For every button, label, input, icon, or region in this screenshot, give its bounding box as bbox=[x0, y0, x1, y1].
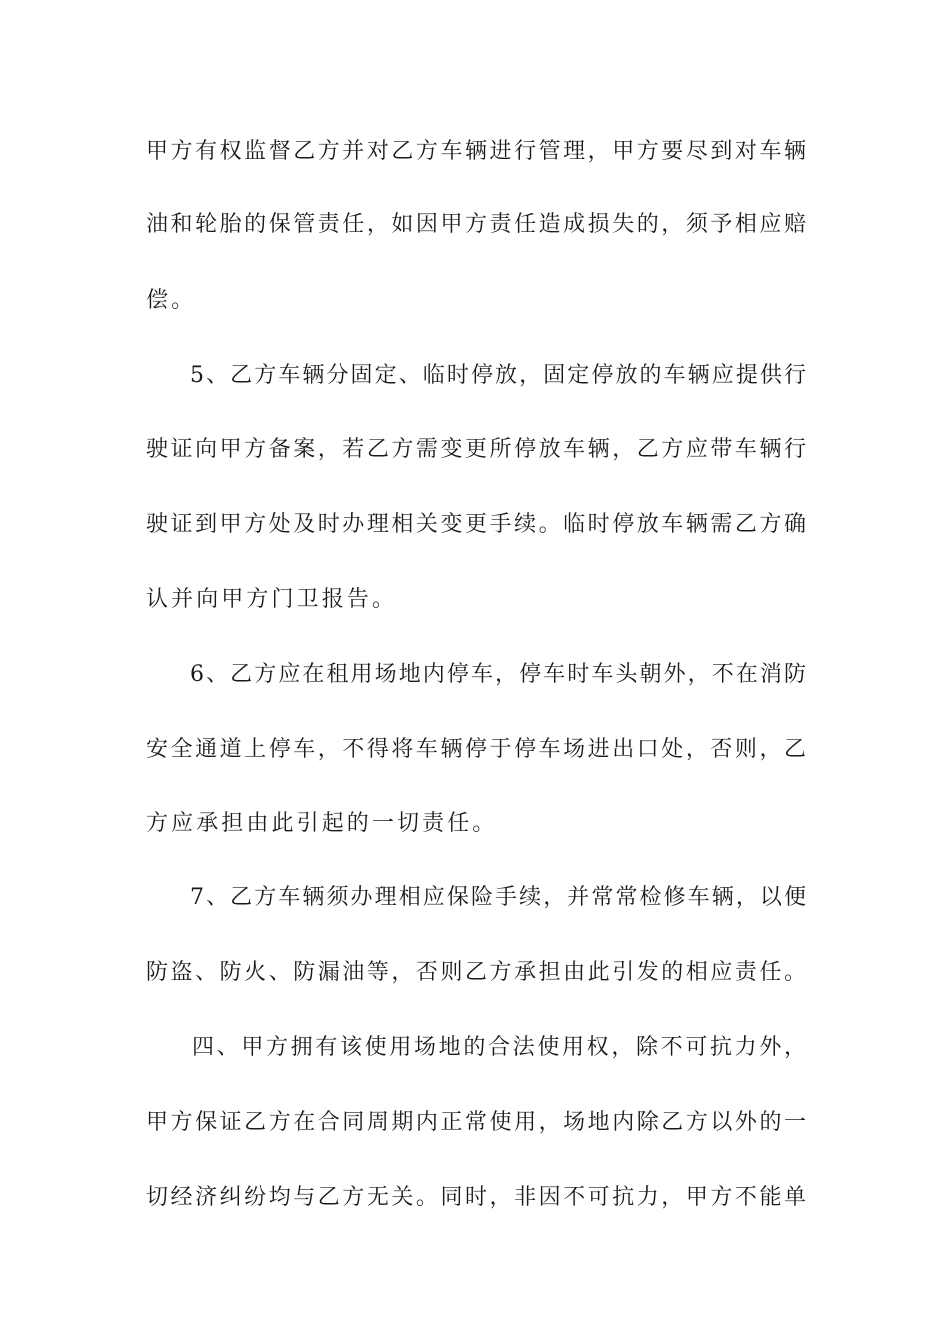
text-line: 方应承担由此引起的一切责任。 bbox=[146, 811, 498, 836]
section-4-first-line: 四、甲方拥有该使用场地的合法使用权，除不可抗力外， bbox=[192, 1035, 806, 1060]
paragraph-7-first-line: 7、乙方车辆须办理相应保险手续，并常常检修车辆，以便 bbox=[190, 885, 806, 910]
text-line: 甲方有权监督乙方并对乙方车辆进行管理，甲方要尽到对车辆 bbox=[146, 139, 806, 164]
text-line: 防盗、防火、防漏油等，否则乙方承担由此引发的相应责任。 bbox=[146, 960, 806, 985]
text-line: 切经济纠纷均与乙方无关。同时，非因不可抗力，甲方不能单 bbox=[146, 1185, 806, 1210]
text-line: 认并向甲方门卫报告。 bbox=[146, 587, 398, 612]
text-line: 驶证到甲方处及时办理相关变更手续。临时停放车辆需乙方确 bbox=[146, 512, 806, 537]
text-line: 驶证向甲方备案，若乙方需变更所停放车辆，乙方应带车辆行 bbox=[146, 437, 806, 462]
text-line: 偿。 bbox=[146, 288, 197, 313]
paragraph-6-first-line: 6、乙方应在租用场地内停车，停车时车头朝外，不在消防 bbox=[190, 662, 806, 687]
text-line: 安全通道上停车，不得将车辆停于停车场进出口处，否则，乙 bbox=[146, 737, 806, 762]
text-line: 甲方保证乙方在合同周期内正常使用，场地内除乙方以外的一 bbox=[146, 1110, 806, 1135]
paragraph-5-first-line: 5、乙方车辆分固定、临时停放，固定停放的车辆应提供行 bbox=[190, 363, 806, 388]
text-line: 油和轮胎的保管责任，如因甲方责任造成损失的，须予相应赔 bbox=[146, 212, 806, 237]
